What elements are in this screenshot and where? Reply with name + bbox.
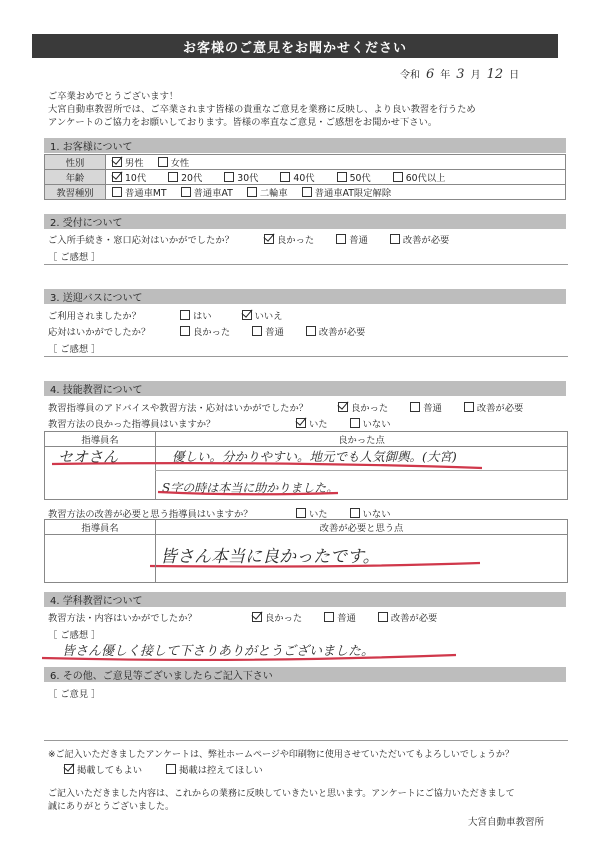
reception-comment-label: ［ ご感想 ］ [48, 252, 101, 263]
checkbox-label: 普通 [337, 613, 356, 624]
date-month-unit: 月 [470, 70, 481, 81]
bus-service-question: 応対はいかがでしたか？ [48, 327, 151, 338]
thanks-line1: ご記入いただきました内容は、これからの業務に反映していきたいと思います。アンケートにご協力いただきまして [48, 789, 515, 799]
checkbox-label: 10代 [125, 173, 147, 184]
section-2-header: 2. 受付について [44, 214, 566, 229]
col-instructor-name: 指導員名 [45, 520, 156, 534]
checkbox-icon[interactable] [324, 612, 334, 622]
improve-instructor-options [296, 506, 391, 520]
checked-checkbox-icon[interactable] [252, 612, 262, 622]
checkbox-label: 掲載は控えてほしい [179, 765, 263, 776]
checkbox-icon[interactable] [350, 508, 360, 518]
checkbox-label: 60代以上 [405, 173, 446, 184]
checked-checkbox-icon[interactable] [64, 764, 74, 774]
checkbox-label: 良かった [193, 327, 231, 338]
checkbox-label: 女性 [170, 158, 190, 169]
organization-name: 大宮自動車教習所 [468, 817, 545, 828]
date-day[interactable]: 12 [486, 67, 504, 82]
gender-label: 性別 [45, 155, 106, 169]
consent-question: ※ご記入いただきましたアンケートは、弊社ホームページや印刷物に使用させていただいてもよろしいでしょうか？ [48, 750, 514, 760]
intro-line: アンケートのご協力をお願いしております。皆様の率直なご意見・ご感想をお聞かせ下さい。 [48, 117, 438, 128]
lecture-comment-label: ［ ご感想 ］ [48, 630, 101, 641]
instructor-question: 教習指導員のアドバイスや教習方法・応対はいかがでしたか？ [48, 403, 309, 414]
checkbox-option[interactable] [252, 610, 302, 624]
checkbox-label: 50代 [349, 173, 371, 184]
checkbox-option[interactable] [296, 506, 328, 520]
checkbox-label: 良かった [277, 235, 315, 246]
section-4-header: 4. 技能教習について [44, 381, 566, 396]
checkbox-label: 改善が必要 [318, 327, 366, 338]
checkbox-label: いない [362, 509, 391, 520]
checkbox-label: 30代 [237, 173, 259, 184]
checkbox-label: 40代 [293, 173, 315, 184]
red-underline [52, 463, 482, 468]
good-points-line1[interactable]: 優しい。分かりやすい。地元でも人気御輿。(大宮) [172, 449, 457, 464]
date-day-unit: 日 [509, 70, 520, 81]
reception-question: ご入所手続き・窓口応対はいかがでしたか？ [48, 235, 234, 246]
lecture-comment[interactable]: 皆さん優しく接して下さりありがとうございました。 [62, 644, 375, 659]
section-1-header: 1. お客様について [44, 138, 566, 153]
checkbox-label: 普通 [349, 235, 368, 246]
lecture-question: 教習方法・内容はいかがでしたか？ [48, 613, 197, 624]
checkbox-label: いた [309, 419, 328, 430]
checkbox-label: 改善が必要 [476, 403, 524, 414]
page-title: お客様のご意見をお聞かせください [32, 34, 558, 58]
checkbox-label: 普通 [423, 403, 442, 414]
intro-line: ご卒業おめでとうございます！ [48, 91, 179, 102]
good-points-line2[interactable]: S字の時は本当に助かりました。 [162, 481, 339, 495]
date-month[interactable]: 3 [456, 67, 465, 82]
checkbox-label: 普通 [265, 327, 284, 338]
col-improve-points: 改善が必要と思う点 [319, 523, 404, 534]
section-3-header: 3. 送迎バスについて [44, 289, 566, 304]
checkbox-icon[interactable] [378, 612, 388, 622]
lecture-options [252, 610, 437, 624]
improve-instructor-question: 教習方法の改善が必要と思う指導員はいますか？ [48, 509, 253, 520]
red-underline [158, 492, 338, 494]
checkbox-label: 改善が必要 [390, 613, 438, 624]
checkbox-label: 良かった [351, 403, 389, 414]
table-header [45, 520, 567, 535]
checkbox-label: いた [309, 509, 328, 520]
checkbox-option[interactable] [64, 762, 142, 776]
checkbox-option[interactable] [350, 506, 391, 520]
improve-points-line1[interactable]: 皆さん本当に良かったです。 [160, 547, 380, 567]
checkbox-label: 二輪車 [259, 188, 288, 199]
age-label: 年齢 [45, 170, 106, 184]
good-instructor-name[interactable]: セオさん [58, 448, 119, 466]
date-era: 令和 [400, 70, 420, 81]
bus-use-question: ご利用されましたか？ [48, 311, 141, 322]
bus-comment-label: ［ ご感想 ］ [48, 344, 101, 355]
checkbox-label: 普通車AT限定解除 [314, 188, 392, 199]
checkbox-label: いない [362, 419, 391, 430]
date-year[interactable]: 6 [426, 67, 435, 82]
intro-line: 大宮自動車教習所では、ご卒業されます皆様の貴重なご意見を業務に反映し、より良い教習を行うため [48, 104, 476, 115]
checkbox-icon[interactable] [296, 508, 306, 518]
checkbox-icon[interactable] [166, 764, 176, 774]
checkbox-option[interactable] [378, 610, 438, 624]
checkbox-label: いいえ [254, 311, 283, 322]
section-5-header: 4. 学科教習について [44, 592, 566, 607]
checkbox-label: 男性 [125, 158, 144, 169]
section-6-header: 6. その他、ご意見等ございましたらご記入下さい [44, 667, 566, 682]
other-comment-label: ［ ご意見 ］ [48, 689, 101, 700]
consent-options [64, 762, 263, 776]
date-year-unit: 年 [440, 70, 451, 81]
checkbox-label: 普通車MT [125, 188, 167, 199]
checkbox-label: 普通車AT [193, 188, 233, 199]
checkbox-option[interactable] [166, 762, 263, 776]
thanks-line2: 誠にありがとうございました。 [48, 802, 175, 812]
checkbox-label: はい [193, 311, 212, 322]
checkbox-label: 良かった [265, 613, 303, 624]
course-label: 教習種別 [45, 185, 106, 199]
checkbox-label: 改善が必要 [402, 235, 450, 246]
col-instructor-name: 指導員名 [45, 432, 156, 446]
checkbox-label: 掲載してもよい [77, 765, 143, 776]
col-good-points: 良かった点 [338, 435, 385, 446]
divider [44, 740, 568, 741]
good-instructor-question: 教習方法の良かった指導員はいますか？ [48, 419, 216, 430]
checkbox-option[interactable] [324, 610, 356, 624]
checkbox-label: 20代 [181, 173, 203, 184]
